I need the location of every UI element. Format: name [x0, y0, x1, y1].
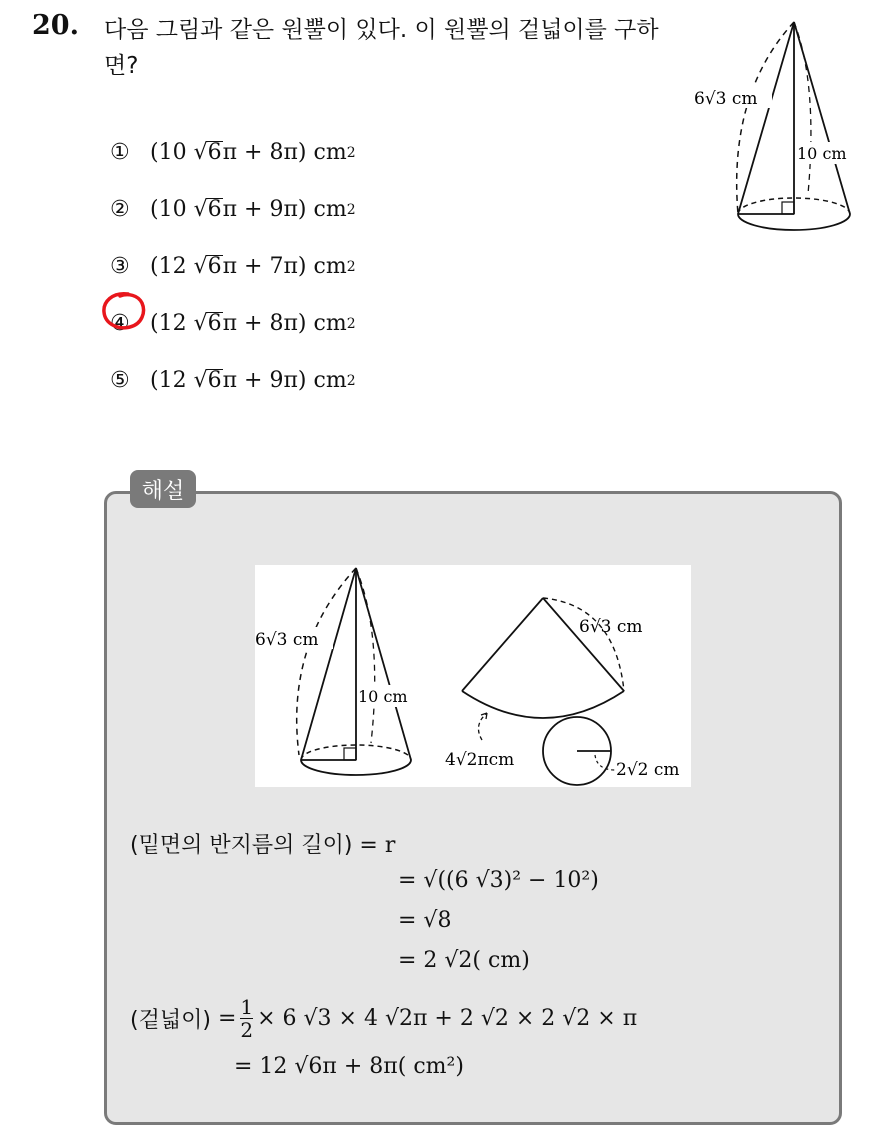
surface-area-line: (겉넓이) = $\frac{1}{2}$ × 6 √3 × 4 √2π + 2 √2 × 2 √2 × π: [130, 995, 638, 1042]
choice-number: ②: [110, 197, 130, 222]
question-text: 다음 그림과 같은 원뿔이 있다. 이 원뿔의 겉넓이를 구하면?: [104, 17, 659, 79]
solution-tab: 해설: [130, 470, 196, 508]
slant-label: 6√3 cm: [694, 89, 758, 109]
choice-number: ④: [110, 311, 130, 336]
answer-choices: [110, 124, 356, 409]
choice-3[interactable]: ③ (12 √ 6 π + 7π) cm 2: [110, 254, 356, 279]
solution-line-3: = √8: [398, 908, 452, 933]
choice-5[interactable]: ⑤ (12 √ 6 π + 9π) cm 2: [110, 368, 356, 393]
choice-2[interactable]: ② (10 √ 6 π + 9π) cm 2: [110, 197, 356, 222]
choice-4[interactable]: ④ (12 √ 6 π + 8π) cm 2: [110, 311, 356, 336]
sector-radius-label: 6√3 cm: [579, 617, 643, 637]
question-number: 20.: [32, 10, 79, 41]
fraction-one-half: $\frac{1}{2}$: [240, 995, 254, 1042]
solution-line-4: = 2 √2( cm): [398, 948, 530, 973]
height-label: 10 cm: [797, 144, 847, 163]
choice-number: ③: [110, 254, 130, 279]
cone-height-label: 10 cm: [358, 687, 408, 706]
selected-answer-mark: [100, 290, 148, 332]
cone-figure: [690, 14, 860, 244]
surface-area-result: = 12 √6π + 8π( cm²): [234, 1054, 464, 1079]
cone-slant-label: 6√3 cm: [255, 630, 319, 650]
solution-figure: [255, 565, 691, 787]
arc-length-label: 4√2πcm: [445, 750, 515, 770]
choice-1[interactable]: ① (10 √ 6 π + 8π) cm 2: [110, 140, 356, 165]
choice-number: ①: [110, 140, 130, 165]
solution-line-2: = √((6 √3)² − 10²): [398, 868, 599, 893]
choice-number: ⑤: [110, 368, 130, 393]
solution-line-1: (밑면의 반지름의 길이) = r: [130, 833, 396, 858]
base-radius-label: 2√2 cm: [616, 760, 680, 780]
